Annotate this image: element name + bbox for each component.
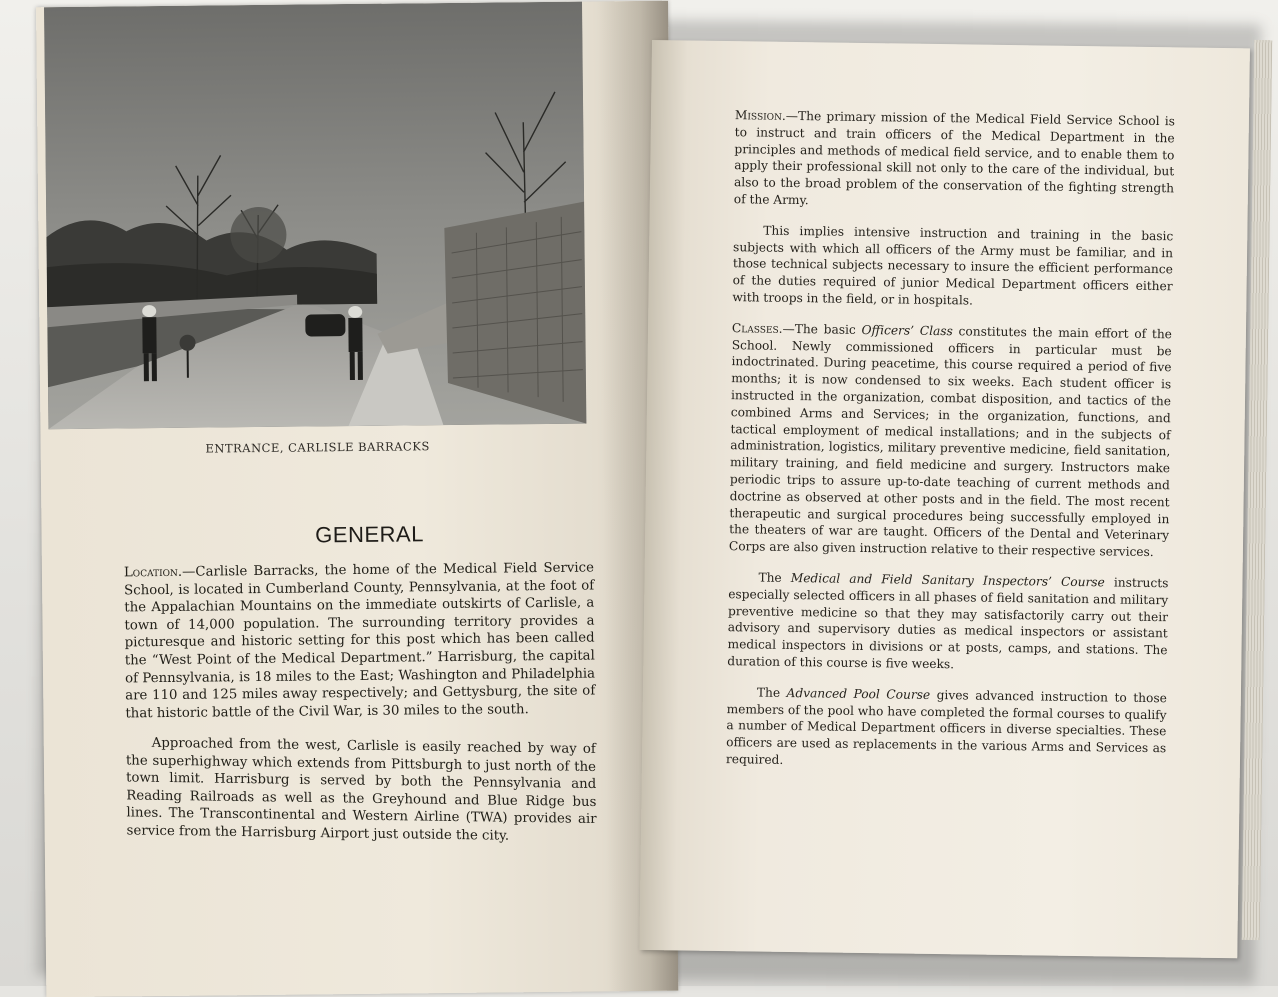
photo-caption: ENTRANCE, CARLISLE BARRACKS — [205, 439, 430, 456]
entrance-photo — [44, 2, 586, 430]
approach-paragraph: Approached from the west, Carlisle is easily reached by way of the superhighway which extends from Pittsburgh to just north of the town limit. Harrisburg is served by both the Pennsylvania and Reading Railroads as well as the Greyhound and Blue Ridge bus lines. The Transcontinental and Western Airline (TWA) provides air service from the Harrisburg Airport just outside the city. — [125, 736, 597, 845]
classes-text: constitutes the main effort of the School. Newly commissioned officers in particular must be indoctrinated. During peacetime, this course required a period of five months; it is now condensed to six weeks. Each student officer is instructed in the organization, combat disposition, and tactics of the combined Arms and Services; in the organization, functions, and tactical employment of medical installations; and in the subjects of administration, logistics, military preventive medicine, field sanitation, military training, and field medicine and surgery. Instructors make periodic trips to assure up-to-date teaching of current methods and doctrine as observed at other posts and in the field. The most recent therapeutic and surgical procedures being successfully employed in the theaters of war are taught. Officers of the Dental and Veterinary Corps are also given instruction relative to their respective services. — [728, 323, 1173, 560]
page-heading: GENERAL — [315, 521, 425, 548]
right-page — [639, 40, 1250, 958]
inspectors-intro: The — [758, 570, 791, 585]
officers-class-title: Officers’ Class — [861, 322, 953, 338]
mission-paragraph — [734, 107, 1175, 214]
location-text: —Carlisle Barracks, the home of the Medical Field Service School, is located in Cumberland County, Pennsylvania, at the foot of the Appalachian Mountains on the immediate outskirts of Carlisle, a town of 14,000 population. The surrounding territory provides a picturesque and historic setting for this post which has been called the “West Point of the Medical Department.” Harrisburg, the capital of Pennsylvania, is 18 miles to the East; Washington and Philadelphia are 110 and 125 miles away respectively; and Gettysburg, the site of that historic battle of the Civil War, is 30 miles to the south. — [124, 560, 596, 722]
inspectors-text: instructs especially selected officers in all phases of field sanitation and military preventive medicine so that they may satisfactorily carry out their advisory and supervisory duties as medical inspectors or assistant medical inspectors in divisions or at posts, camps, and stations. The duration of this course is five weeks. — [727, 575, 1169, 672]
right-body-text — [726, 107, 1175, 788]
implies-paragraph: This implies intensive instruction and training in the basic subjects with which all officers of the Army must be familiar, and in those technical subjects necessary to insure the efficient performance of the duties required of junior Medical Department officers either with troops in the field, or in hospitals. — [732, 223, 1174, 308]
inspectors-course-title: Medical and Field Sanitary Inspectors’ Course — [790, 570, 1105, 590]
location-paragraph — [124, 559, 596, 722]
pool-course-title: Advanced Pool Course — [786, 685, 931, 702]
classes-paragraph — [729, 320, 1172, 561]
mission-label: Mission. — [734, 108, 786, 123]
pool-paragraph — [726, 684, 1167, 774]
pool-intro: The — [756, 685, 787, 700]
left-body-text — [124, 559, 597, 852]
classes-label: Classes. — [731, 320, 783, 336]
mission-text: —The primary mission of the Medical Field Service School is to instruct and train officers of the Medical Department in the principles and methods of medical field service, and to enable them to apply their professional skill not only to the care of the individual, but also to the broad problem of the conservation of the fighting strength of the Army. — [733, 108, 1176, 208]
classes-intro: —The basic — [782, 321, 862, 337]
left-page — [36, 1, 678, 997]
location-label: Location. — [123, 564, 183, 581]
pool-text: gives advanced instruction to those members of the pool who have completed the formal courses to qualify a number of Medical Department officers in diverse specialties. These officers are used as replacements in the various Arms and Services as required. — [725, 687, 1167, 767]
inspectors-paragraph — [727, 569, 1168, 676]
